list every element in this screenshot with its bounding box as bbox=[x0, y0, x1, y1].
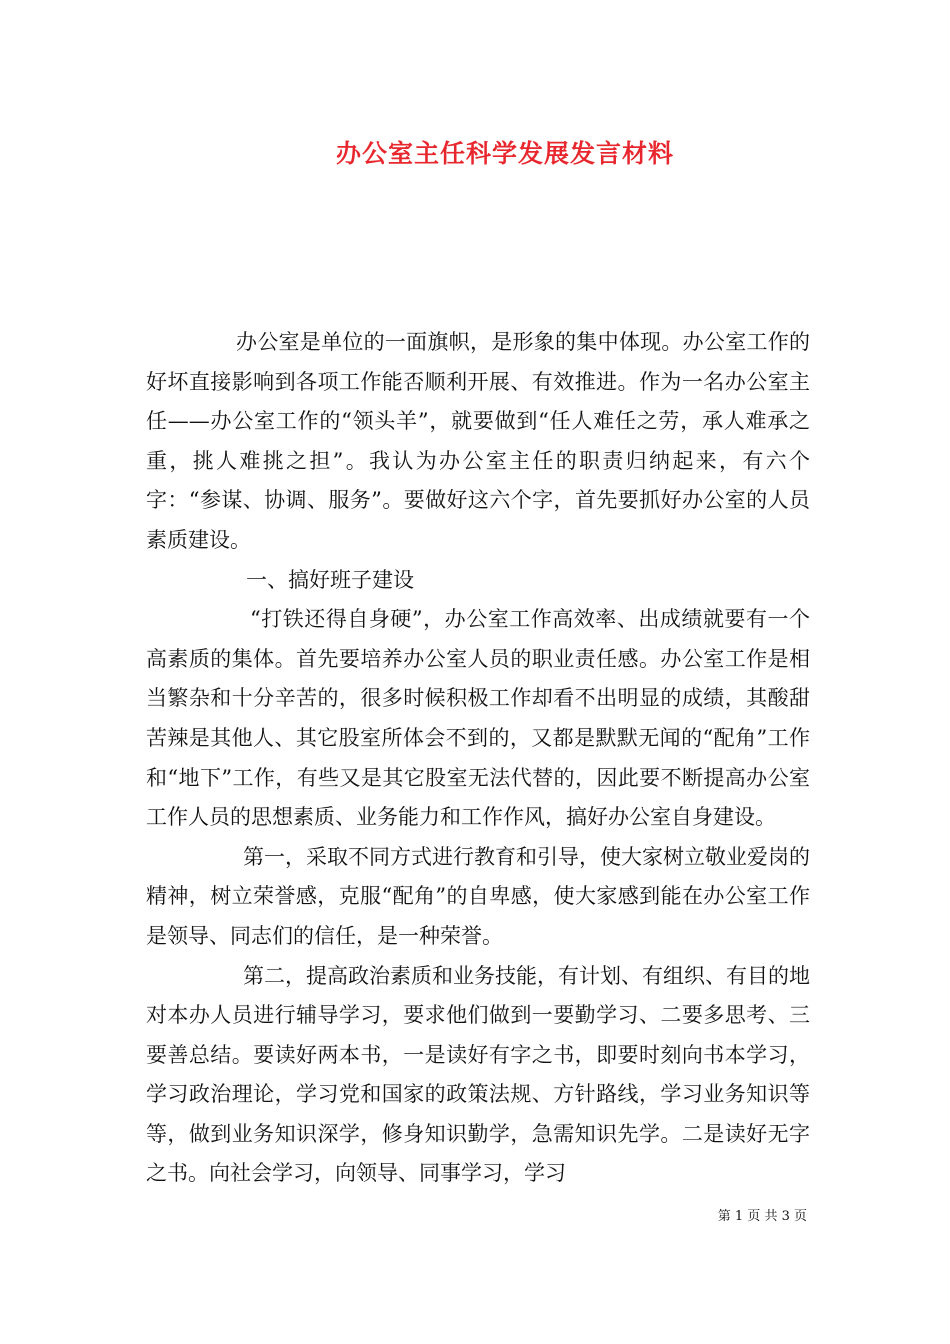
document-title: 办公室主任科学发展发言材料 bbox=[335, 139, 674, 168]
document-body bbox=[146, 323, 810, 1194]
paragraph-first-point: 第一，采取不同方式进行教育和引导，使大家树立敬业爱岗的精神，树立荣誉感，克服“配角”的自卑感，使大家感到能在办公室工作是领导、同志们的信任，是一种荣誉。 bbox=[146, 844, 810, 948]
paragraph-second-point: 第二，提高政治素质和业务技能，有计划、有组织、有目的地对本办人员进行辅导学习，要求他们做到一要勤学习、二要多思考、三要善总结。要读好两本书，一是读好有字之书，即要时刻向书本学习，学习政治理论，学习党和国家的政策法规、方针路线，学习业务知识等等，做到业务知识深学，修身知识勤学，急需知识先学。二是读好无字之书。向社会学习，向领导、同事学习，学习 bbox=[146, 963, 810, 1186]
paragraph-team-building: “打铁还得自身硬”，办公室工作高效率、出成绩就要有一个高素质的集体。首先要培养办公室人员的职业责任感。办公室工作是相当繁杂和十分辛苦的，很多时候积极工作却看不出明显的成绩，其酸甜苦辣是其他人、其它股室所体会不到的，又都是默默无闻的“配角”工作和“地下”工作，有些又是其它股室无法代替的，因此要不断提高办公室工作人员的思想素质、业务能力和工作作风，搞好办公室自身建设。 bbox=[146, 607, 810, 830]
section-heading: 一、搞好班子建设 bbox=[246, 567, 414, 592]
page-number: 第 1 页 共 3 页 bbox=[717, 1209, 807, 1224]
paragraph-intro: 办公室是单位的一面旗帜，是形象的集中体现。办公室工作的好坏直接影响到各项工作能否顺利开展、有效推进。作为一名办公室主任——办公室工作的“领头羊”，就要做到“任人难任之劳，承人难承之重，挑人难挑之担”。我认为办公室主任的职责归纳起来，有六个字：“参谋、协调、服务”。要做好这六个字，首先要抓好办公室的人员素质建设。 bbox=[146, 330, 810, 552]
